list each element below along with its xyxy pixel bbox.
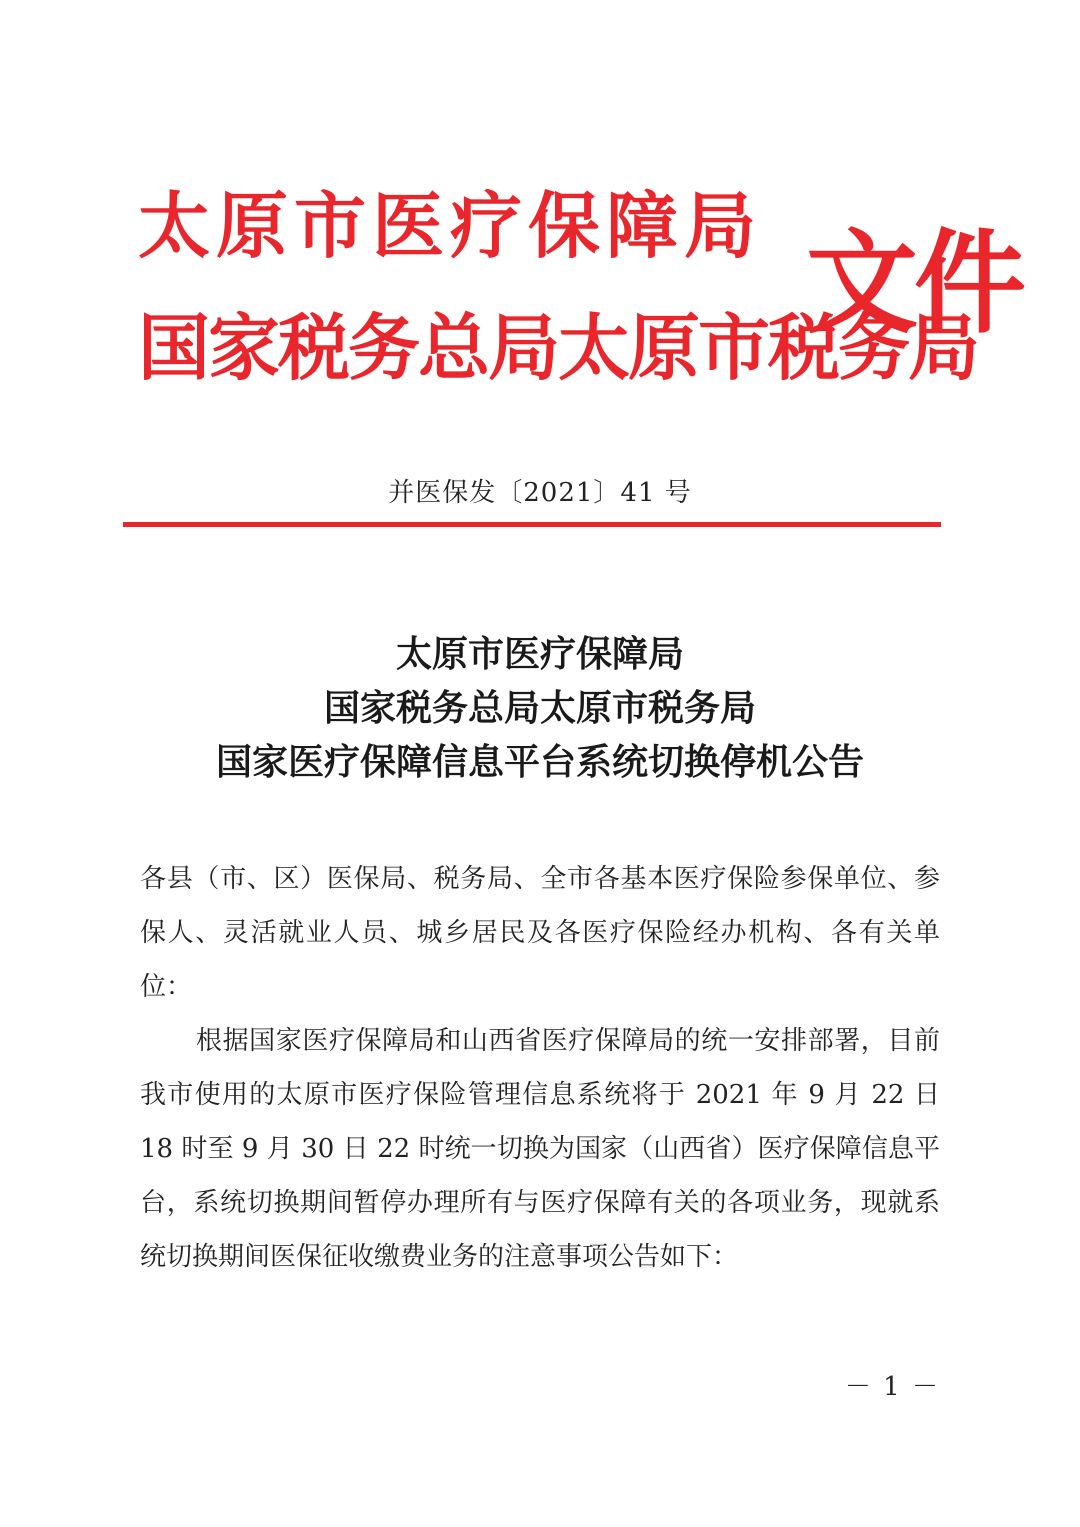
document-mark: 文件	[806, 219, 1022, 349]
issuer-line-1: 太原市医疗保障局	[138, 184, 763, 268]
title-line-2: 国家税务总局太原市税务局	[323, 688, 756, 729]
page-number: － 1 －	[844, 1372, 940, 1402]
title-line-3: 国家医疗保障信息平台系统切换停机公告	[215, 742, 864, 783]
announcement-title	[0, 628, 1080, 790]
body-paragraph-1: 根据国家医疗保障局和山西省医疗保障局的统一安排部署，目前我市使用的太原市医疗保险管理信息系统将于 2021 年 9 月 22 日 18 时至 9 月 30 日 22 时统一切换为国家（山西省）医疗保障信息平台，系统切换期间暂停办理所有与医疗保障有关的各项业务，现就系统切换期间医保征收缴费业务的注意事项公告如下：	[140, 1026, 940, 1272]
document-body	[140, 852, 940, 1284]
issuer-line-2: 国家税务总局太原市税务局	[138, 306, 979, 390]
letterhead	[0, 0, 1080, 420]
addressee-paragraph: 各县（市、区）医保局、税务局、全市各基本医疗保险参保单位、参保人、灵活就业人员、城乡居民及各医疗保险经办机构、各有关单位：	[140, 864, 940, 1002]
document-number: 并医保发〔2021〕41 号	[388, 478, 692, 508]
red-divider-line	[123, 522, 941, 527]
title-line-1: 太原市医疗保障局	[395, 634, 684, 675]
